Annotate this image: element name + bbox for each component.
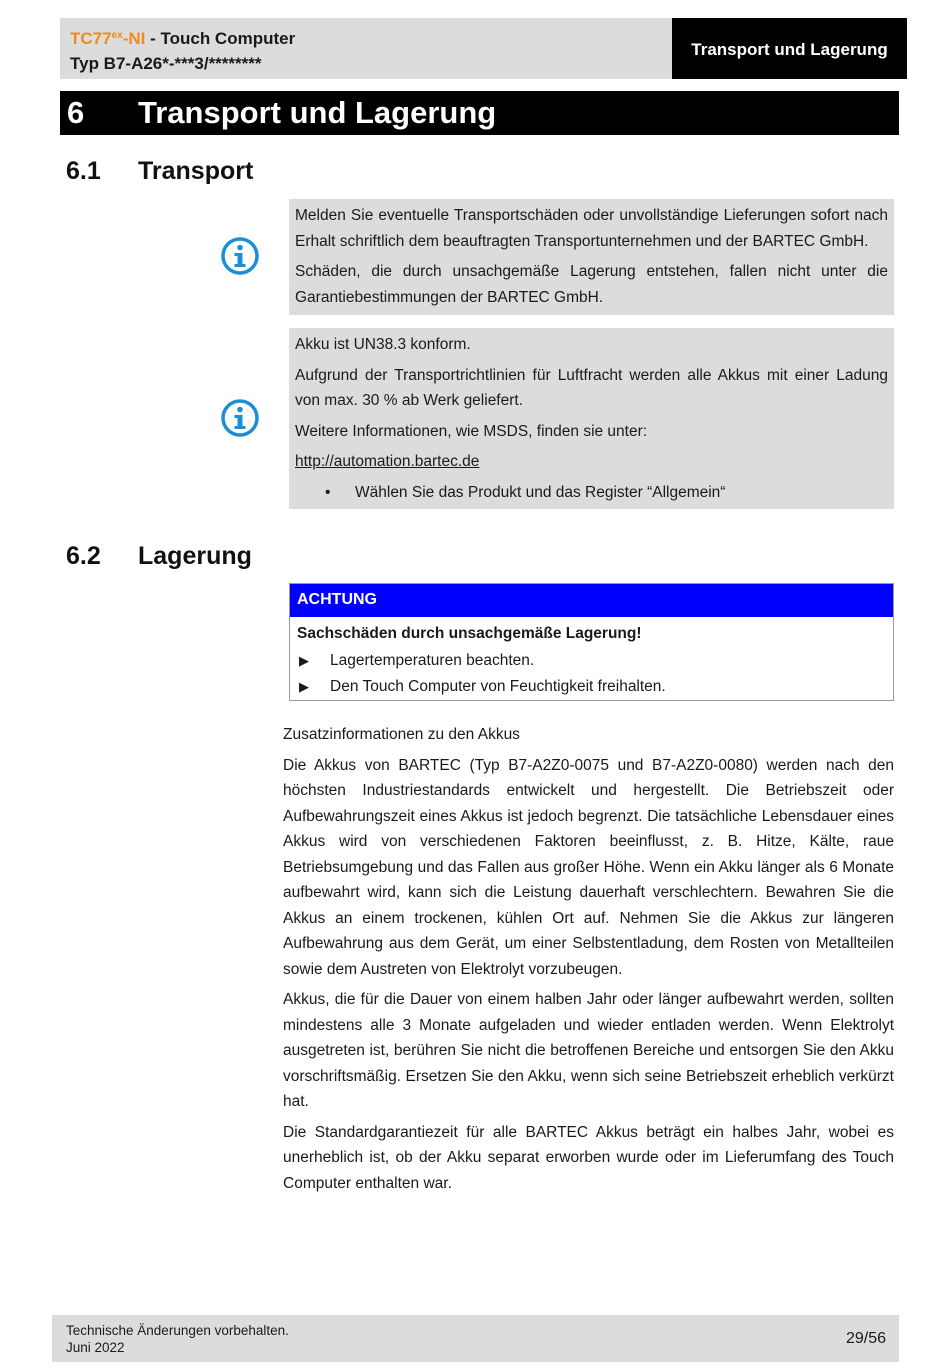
section-number: 6.2 — [66, 542, 101, 570]
list-item — [295, 480, 888, 506]
section-title: Lagerung — [138, 542, 252, 570]
list-item — [297, 674, 886, 701]
chapter-title: Transport und Lagerung — [138, 95, 497, 130]
arrow-right-icon: ▶ — [299, 679, 309, 694]
bullet-icon: • — [325, 483, 331, 501]
bartec-link[interactable]: http://automation.bartec.de — [295, 453, 480, 470]
section-title: Transport — [138, 157, 254, 185]
footer-note: Technische Änderungen vorbehalten. — [66, 1323, 289, 1338]
paragraph: Die Akkus von BARTEC (Typ B7-A2Z0-0075 und B7-A2Z0-0080) werden nach den höchsten Industriestandards entwickelt und hergestellt. Die Betriebszeit oder Aufbewahrungszeit eines Akkus ist jedoch begrenzt. Die tatsächliche Lebensdauer eines Akkus wird von verschiedenen Faktoren beeinflusst, z. B. Hitze, Kälte, raue Betriebsumgebung und das Fallen aus großer Höhe. Wenn ein Akku länger als 6 Monate aufbewahrt wird, kann sich die Leistung dauerhaft verschlechtern. Bewahren Sie die Akkus an einem trockenen, kühlen Ort auf. Nehmen Sie die Akkus zur längeren Aufbewahrung aus dem Gerät, um einer Selbstentladung, dem Rosten von Metallteilen sowie dem Austreten von Elektrolyt vorzubeugen. — [283, 756, 894, 978]
product-subtitle: - Touch Computer — [145, 29, 296, 48]
info-paragraph: Weitere Informationen, wie MSDS, finden sie unter: — [295, 422, 648, 440]
list-item-text: Lagertemperaturen beachten. — [330, 651, 535, 669]
document-header — [60, 18, 672, 79]
footer-date: Juni 2022 — [66, 1340, 125, 1355]
section-number: 6.1 — [66, 157, 101, 185]
page-footer — [52, 1315, 899, 1362]
warning-subheading: Sachschäden durch unsachgemäße Lagerung! — [297, 625, 642, 642]
info-icon — [220, 236, 260, 276]
list-item-text: Wählen Sie das Produkt und das Register “Allgemein“ — [355, 483, 726, 501]
list-item — [297, 648, 886, 675]
paragraph: Akkus, die für die Dauer von einem halben Jahr oder länger aufbewahrt werden, sollten mindestens alle 3 Monate aufgeladen und wieder entladen werden. Wenn Elektrolyt ausgetreten ist, berühren Sie nicht die betroffenen Bereiche und entsorgen Sie den Akku vorschriftsmäßig. Ersetzen Sie den Akku, wenn sich seine Betriebszeit erheblich verkürzt hat. — [283, 991, 894, 1110]
paragraph: Die Standardgarantiezeit für alle BARTEC Akkus beträgt ein halbes Jahr, wobei es unerheblich ist, ob der Akku separat erworben wurde oder im Lieferumfang des Touch Computer enthalten war. — [283, 1123, 894, 1192]
product-name: $TC77^{ex}-NI$ — [70, 29, 146, 48]
info-paragraph: Schäden, die durch unsachgemäße Lagerung entstehen, fallen nicht unter die Garantiebestimmungen der BARTEC GmbH. — [295, 263, 888, 306]
chapter-number: 6 — [67, 95, 85, 130]
info-box-battery — [289, 328, 894, 509]
product-title — [70, 26, 672, 49]
chapter-heading — [60, 91, 899, 135]
header-section-label: Transport und Lagerung — [672, 18, 907, 79]
storage-body-text — [283, 722, 894, 1201]
paragraph: Zusatzinformationen zu den Akkus — [283, 726, 520, 743]
info-paragraph: Melden Sie eventuelle Transportschäden oder unvollständige Lieferungen sofort nach Erhalt schriftlich dem beauftragten Transportunternehmen und der BARTEC GmbH. — [295, 207, 888, 250]
page-number: 29/56 — [845, 1330, 886, 1347]
product-type: Typ B7-A26*-***3/******** — [70, 54, 262, 73]
arrow-right-icon: ▶ — [299, 652, 309, 668]
list-item-text: Den Touch Computer von Feuchtigkeit freihalten. — [330, 678, 666, 695]
info-box-transport-damage — [289, 199, 894, 315]
warning-box — [289, 583, 894, 701]
warning-heading: ACHTUNG — [290, 584, 893, 617]
info-paragraph: Aufgrund der Transportrichtlinien für Luftfracht werden alle Akkus mit einer Ladung von max. 30 % ab Werk geliefert. — [295, 366, 888, 409]
info-paragraph: Akku ist UN38.3 konform. — [295, 336, 471, 353]
info-icon — [220, 398, 260, 438]
